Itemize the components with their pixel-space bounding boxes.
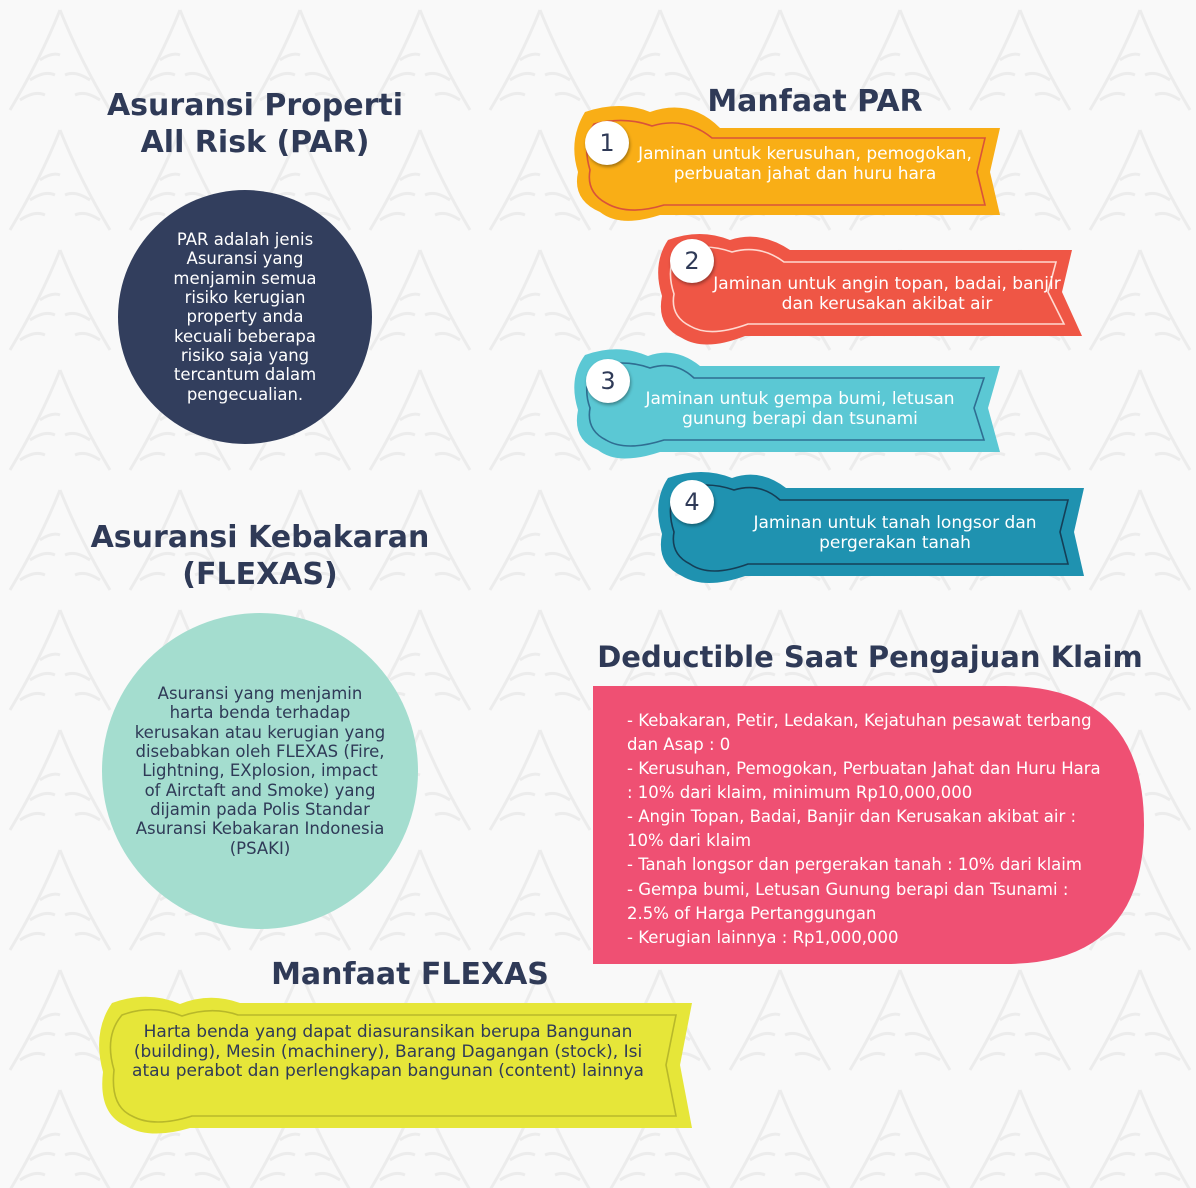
par-benefit-text-1: Jaminan untuk kerusuhan, pemogokan, perbuatan jahat dan huru hara: [638, 144, 972, 185]
deductible-item: - Kerugian lainnya : Rp1,000,000: [627, 927, 899, 947]
deductible-item: - Kerusuhan, Pemogokan, Perbuatan Jahat dan Huru Hara : 10% dari klaim, minimum Rp10,000,000: [627, 759, 1101, 803]
flexas-description: Asuransi yang menjamin harta benda terhadap kerusakan atau kerugian yang disebabkan oleh FLEXAS (Fire, Lightning, EXplosion, impact of Airctaft and Smoke) yang dijamin pada Polis Standar Asuransi Kebakaran Indonesia (PSAKI): [134, 684, 386, 858]
par-benefit-text-2: Jaminan untuk angin topan, badai, banjir dan kerusakan akibat air: [713, 274, 1061, 315]
number-badge-1: 1: [585, 121, 629, 165]
par-title: Asuransi Properti All Risk (PAR): [106, 88, 404, 160]
number-badge-2: 2: [670, 239, 714, 283]
deductible-item: - Gempa bumi, Letusan Gunung berapi dan Tsunami : 2.5% of Harga Pertanggungan: [627, 879, 1069, 923]
flexas-benefit-text: Harta benda yang dapat diasuransikan berupa Bangunan (building), Mesin (machinery), Barang Dagangan (stock), Isi atau perabot dan perlengkapan bangunan (content) lainnya: [132, 1022, 644, 1082]
deductible-title: Deductible Saat Pengajuan Klaim: [597, 640, 1143, 674]
par-benefit-text-3: Jaminan untuk gempa bumi, letusan gunung berapi dan tsunami: [645, 389, 955, 430]
number-badge-3: 3: [586, 359, 630, 403]
deductible-item: - Kebakaran, Petir, Ledakan, Kejatuhan pesawat terbang dan Asap : 0: [627, 711, 1092, 755]
deductible-list: [627, 709, 1107, 950]
manfaat-par-title: Manfaat PAR: [707, 84, 923, 119]
deductible-item: - Tanah longsor dan pergerakan tanah : 10% dari klaim: [627, 855, 1082, 875]
par-description: PAR adalah jenis Asuransi yang menjamin semua risiko kerugian property anda kecuali beberapa risiko saja yang tercantum dalam pengecualian.: [173, 230, 317, 404]
par-benefit-text-4: Jaminan untuk tanah longsor dan pergerakan tanah: [753, 513, 1037, 554]
deductible-item: - Angin Topan, Badai, Banjir dan Kerusakan akibat air : 10% dari klaim: [627, 807, 1077, 851]
number-badge-4: 4: [670, 480, 714, 524]
flexas-title: Asuransi Kebakaran (FLEXAS): [90, 520, 430, 592]
par-description-circle: [118, 190, 372, 444]
flexas-description-circle: [102, 613, 418, 929]
manfaat-flexas-title: Manfaat FLEXAS: [271, 957, 549, 992]
